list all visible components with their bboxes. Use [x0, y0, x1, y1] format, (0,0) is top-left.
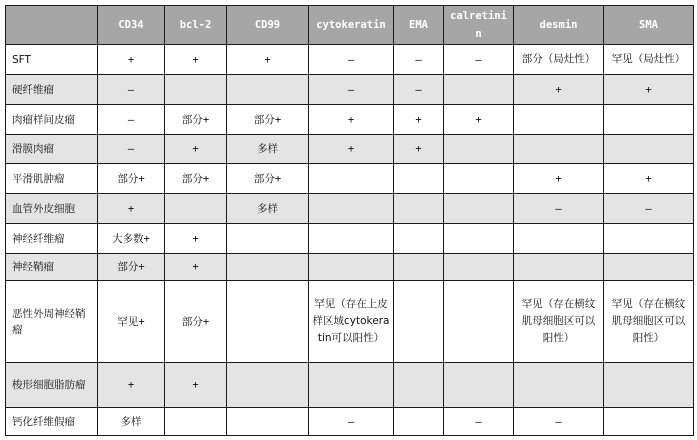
table-cell: – [514, 408, 604, 436]
table-cell: + [604, 75, 694, 105]
table-cell: – [98, 105, 165, 135]
table-cell: + [165, 45, 227, 75]
table-cell: 多样 [98, 408, 165, 436]
table-cell: + [309, 135, 394, 164]
table-cell: + [98, 45, 165, 75]
row-label: 肉瘤样间皮瘤 [6, 105, 98, 135]
table-cell: 罕见（存在横纹肌母细胞区可以阳性） [604, 281, 694, 363]
table-cell: + [394, 105, 444, 135]
table-cell: 罕见+ [98, 281, 165, 363]
header-cd99: CD99 [227, 6, 309, 45]
table-cell [394, 408, 444, 436]
table-cell [227, 281, 309, 363]
table-cell [444, 164, 514, 194]
row-label: 平滑肌肿瘤 [6, 164, 98, 194]
immunohistochemistry-table [5, 5, 694, 436]
table-cell: + [165, 224, 227, 254]
table-cell [165, 75, 227, 105]
row-label: 钙化纤维假瘤 [6, 408, 98, 436]
table-cell [514, 254, 604, 281]
table-row [6, 408, 694, 436]
table-cell [604, 105, 694, 135]
table-cell [604, 135, 694, 164]
table-cell [604, 363, 694, 408]
table-cell: 部分+ [98, 254, 165, 281]
table-cell: 部分+ [165, 105, 227, 135]
table-row [6, 194, 694, 224]
ihc-table-container [5, 5, 694, 436]
table-cell: 部分+ [98, 164, 165, 194]
table-cell: – [444, 45, 514, 75]
table-row [6, 224, 694, 254]
table-cell: 部分+ [227, 164, 309, 194]
table-cell [309, 224, 394, 254]
table-cell: + [514, 164, 604, 194]
header-calretinin: calretinin [444, 6, 514, 45]
table-cell: 部分+ [165, 164, 227, 194]
table-cell: + [98, 363, 165, 408]
table-cell [394, 254, 444, 281]
table-cell: 部分+ [227, 105, 309, 135]
table-cell [444, 135, 514, 164]
table-cell [514, 105, 604, 135]
table-row [6, 164, 694, 194]
table-cell: – [394, 45, 444, 75]
table-cell: 部分（局灶性） [514, 45, 604, 75]
table-cell: 大多数+ [98, 224, 165, 254]
table-cell [394, 363, 444, 408]
table-row [6, 75, 694, 105]
table-cell [227, 254, 309, 281]
table-cell [444, 194, 514, 224]
table-cell: 罕见（存在上皮样区域cytokeratin可以阳性） [309, 281, 394, 363]
header-cytokeratin: cytokeratin [309, 6, 394, 45]
table-cell [394, 194, 444, 224]
row-label: 血管外皮细胞 [6, 194, 98, 224]
table-cell [444, 224, 514, 254]
table-body [6, 45, 694, 436]
table-cell [309, 164, 394, 194]
table-cell [444, 254, 514, 281]
header-sma: SMA [604, 6, 694, 45]
table-cell [227, 224, 309, 254]
table-cell: + [227, 45, 309, 75]
table-cell: + [165, 363, 227, 408]
table-row [6, 105, 694, 135]
table-cell: + [604, 164, 694, 194]
header-corner-cell [6, 6, 98, 45]
table-cell: – [309, 75, 394, 105]
row-label: 神经纤维瘤 [6, 224, 98, 254]
table-header [6, 6, 694, 45]
table-cell: + [165, 254, 227, 281]
table-cell [514, 135, 604, 164]
table-cell: + [444, 105, 514, 135]
table-cell: – [309, 45, 394, 75]
table-cell: 罕见（存在横纹肌母细胞区可以阳性） [514, 281, 604, 363]
row-label: 恶性外周神经鞘瘤 [6, 281, 98, 363]
row-label: 梭形细胞脂肪瘤 [6, 363, 98, 408]
table-cell [309, 363, 394, 408]
header-cd34: CD34 [98, 6, 165, 45]
header-ema: EMA [394, 6, 444, 45]
table-cell [309, 254, 394, 281]
table-cell [165, 194, 227, 224]
table-cell [444, 281, 514, 363]
table-cell [227, 75, 309, 105]
table-cell: + [394, 135, 444, 164]
table-cell [165, 408, 227, 436]
row-label: 滑膜肉瘤 [6, 135, 98, 164]
table-cell: + [165, 135, 227, 164]
table-cell: – [394, 75, 444, 105]
table-cell [514, 363, 604, 408]
table-cell [604, 224, 694, 254]
row-label: 神经鞘瘤 [6, 254, 98, 281]
row-label: 硬纤维瘤 [6, 75, 98, 105]
table-cell: 多样 [227, 135, 309, 164]
table-cell: 罕见（局灶性） [604, 45, 694, 75]
table-row [6, 281, 694, 363]
header-bcl2: bcl-2 [165, 6, 227, 45]
table-cell [604, 408, 694, 436]
table-cell: 多样 [227, 194, 309, 224]
table-cell [227, 408, 309, 436]
table-cell [394, 281, 444, 363]
table-cell: – [98, 75, 165, 105]
table-row [6, 135, 694, 164]
table-cell: – [604, 194, 694, 224]
table-cell: + [309, 105, 394, 135]
table-cell [227, 363, 309, 408]
table-cell [444, 75, 514, 105]
table-cell: – [444, 408, 514, 436]
header-row [6, 6, 694, 45]
table-cell: – [309, 408, 394, 436]
table-cell [394, 164, 444, 194]
header-desmin: desmin [514, 6, 604, 45]
table-cell [309, 194, 394, 224]
table-cell: + [98, 194, 165, 224]
table-cell [604, 254, 694, 281]
table-cell: – [514, 194, 604, 224]
row-label: SFT [6, 45, 98, 75]
table-cell [394, 224, 444, 254]
table-cell: – [98, 135, 165, 164]
table-row [6, 254, 694, 281]
table-row [6, 363, 694, 408]
table-cell [444, 363, 514, 408]
table-cell: + [514, 75, 604, 105]
table-cell [514, 224, 604, 254]
table-row [6, 45, 694, 75]
table-cell: 部分+ [165, 281, 227, 363]
